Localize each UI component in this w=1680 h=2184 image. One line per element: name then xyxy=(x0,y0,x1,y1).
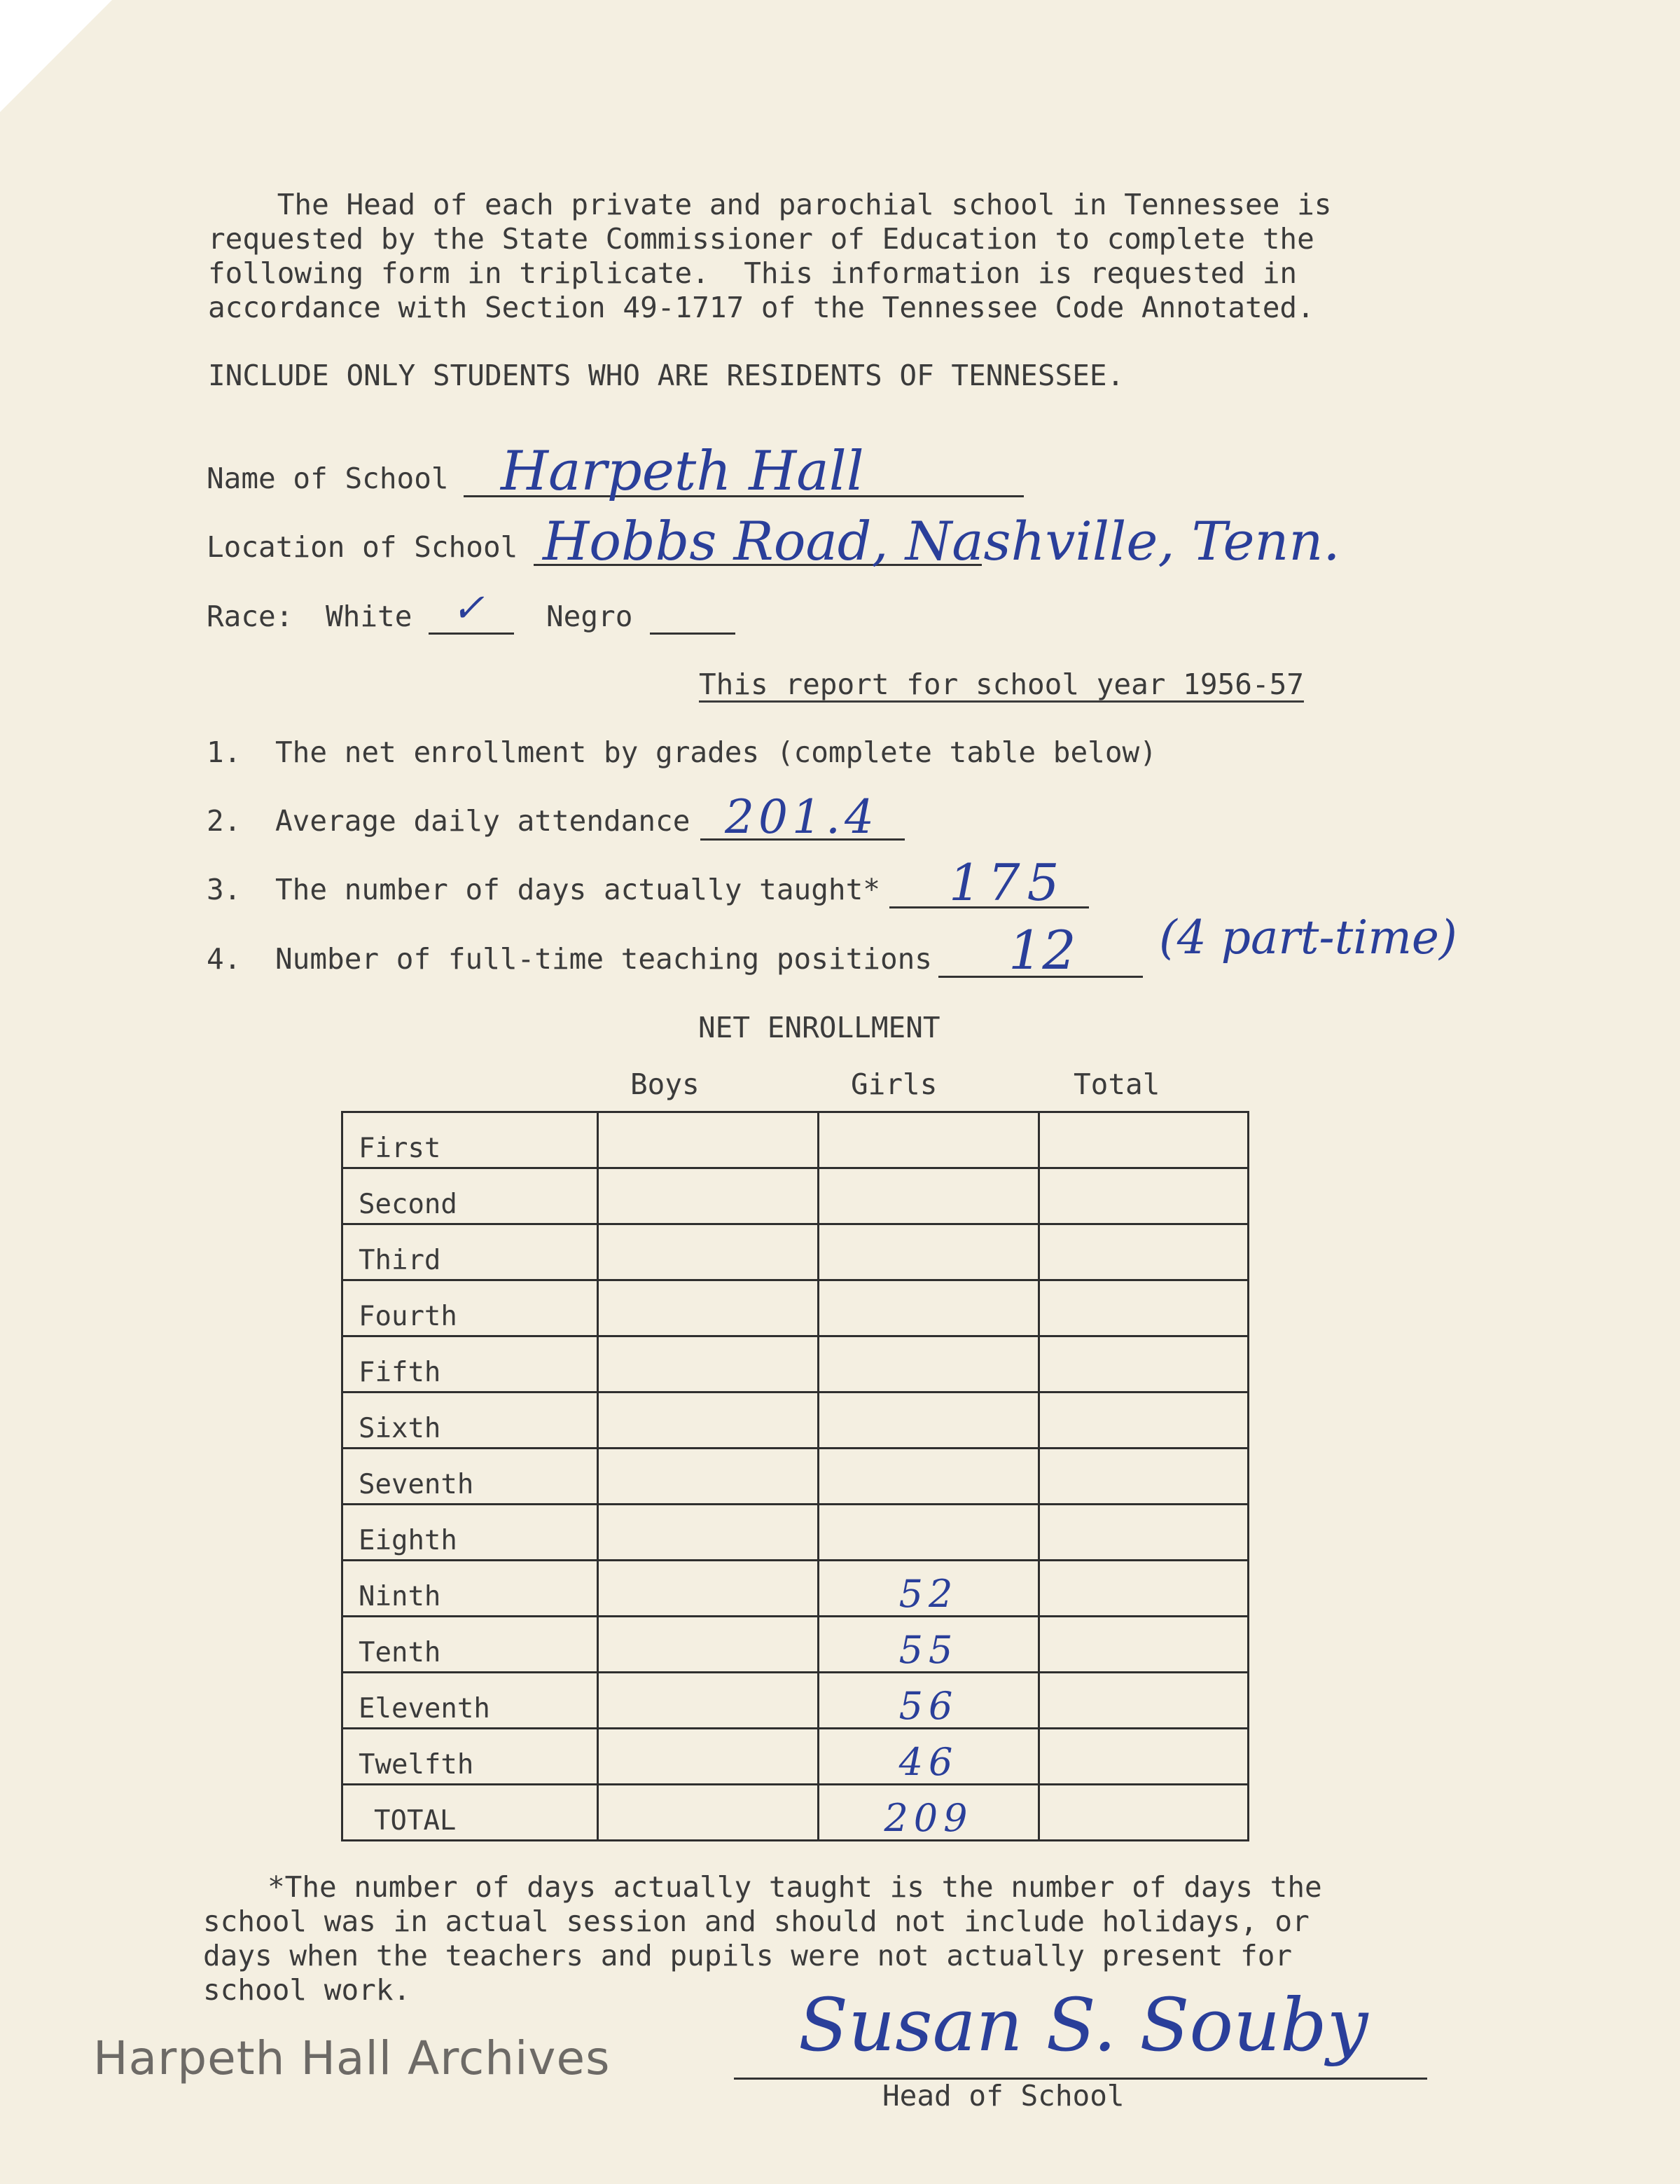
item-4-number: 4. xyxy=(207,942,242,976)
intro-line-4: accordance with Section 49-1717 of the Tennessee Code Annotated. xyxy=(208,291,1314,324)
footnote-line-2: school was in actual session and should not include holidays, or xyxy=(203,1905,1310,1938)
part-time-note: (4 part-time) xyxy=(1159,911,1457,965)
grade-label: Sixth xyxy=(342,1392,598,1449)
girls-cell xyxy=(819,1505,1039,1561)
grade-label: Fifth xyxy=(342,1336,598,1392)
include-note: INCLUDE ONLY STUDENTS WHO ARE RESIDENTS OF TENNESSEE. xyxy=(208,359,1125,392)
negro-line xyxy=(650,633,735,635)
total-cell xyxy=(1039,1336,1249,1392)
boys-cell xyxy=(598,1168,819,1224)
girls-cell xyxy=(819,1168,1039,1224)
table-row xyxy=(342,1505,1249,1561)
table-row xyxy=(342,1112,1249,1168)
grade-label: Ninth xyxy=(342,1561,598,1617)
girls-cell xyxy=(819,1280,1039,1336)
boys-cell xyxy=(598,1561,819,1617)
location-value: Hobbs Road, Nashville, Tenn. xyxy=(543,510,1340,572)
total-cell xyxy=(1039,1224,1249,1280)
boys-cell xyxy=(598,1673,819,1729)
grade-label: Fourth xyxy=(342,1280,598,1336)
girls-cell: 52 xyxy=(819,1561,1039,1617)
girls-cell xyxy=(819,1112,1039,1168)
boys-cell xyxy=(598,1729,819,1785)
signature-title: Head of School xyxy=(882,2079,1125,2113)
negro-label: Negro xyxy=(546,600,633,633)
girls-cell: 209 xyxy=(819,1785,1039,1841)
grade-label: Tenth xyxy=(342,1617,598,1673)
table-row xyxy=(342,1561,1249,1617)
item-3-number: 3. xyxy=(207,873,242,906)
total-cell xyxy=(1039,1112,1249,1168)
boys-cell xyxy=(598,1617,819,1673)
table-title: NET ENROLLMENT xyxy=(698,1011,940,1044)
boys-cell xyxy=(598,1280,819,1336)
table-row xyxy=(342,1168,1249,1224)
report-year: This report for school year 1956-57 xyxy=(699,668,1304,701)
total-cell xyxy=(1039,1505,1249,1561)
item-4-label: Number of full-time teaching positions xyxy=(275,942,932,976)
total-cell xyxy=(1039,1280,1249,1336)
torn-corner xyxy=(0,0,112,112)
table-row xyxy=(342,1729,1249,1785)
grade-label: Third xyxy=(342,1224,598,1280)
footnote-line-4: school work. xyxy=(203,1973,411,2007)
table-row xyxy=(342,1392,1249,1449)
total-cell xyxy=(1039,1729,1249,1785)
girls-cell: 55 xyxy=(819,1617,1039,1673)
item-2-label: Average daily attendance xyxy=(275,804,690,838)
attendance-value: 201.4 xyxy=(725,790,878,844)
table-row-total xyxy=(342,1785,1249,1841)
total-cell xyxy=(1039,1673,1249,1729)
table-row xyxy=(342,1336,1249,1392)
table-row xyxy=(342,1280,1249,1336)
total-cell xyxy=(1039,1449,1249,1505)
girls-cell: 56 xyxy=(819,1673,1039,1729)
grade-label: First xyxy=(342,1112,598,1168)
item-1-label: The net enrollment by grades (complete table below) xyxy=(275,735,1157,769)
teaching-positions-value: 12 xyxy=(1008,919,1076,981)
boys-cell xyxy=(598,1224,819,1280)
grade-label: Eleventh xyxy=(342,1673,598,1729)
girls-cell xyxy=(819,1392,1039,1449)
footnote-line-3: days when the teachers and pupils were not actually present for xyxy=(203,1939,1293,1972)
school-name-value: Harpeth Hall xyxy=(501,440,864,503)
item-2-number: 2. xyxy=(207,804,242,838)
grade-label: Twelfth xyxy=(342,1729,598,1785)
boys-cell xyxy=(598,1785,819,1841)
grade-label: Seventh xyxy=(342,1449,598,1505)
column-header-boys: Boys xyxy=(630,1067,700,1101)
girls-cell xyxy=(819,1449,1039,1505)
item-3-label: The number of days actually taught* xyxy=(275,873,880,906)
intro-line-3: following form in triplicate. This information is requested in xyxy=(208,256,1298,290)
table-row xyxy=(342,1617,1249,1673)
white-label: White xyxy=(326,600,412,633)
girls-cell xyxy=(819,1336,1039,1392)
girls-cell: 46 xyxy=(819,1729,1039,1785)
net-enrollment-table xyxy=(341,1111,1249,1841)
boys-cell xyxy=(598,1336,819,1392)
table-row xyxy=(342,1224,1249,1280)
archives-watermark: Harpeth Hall Archives xyxy=(93,2031,611,2085)
table-row xyxy=(342,1449,1249,1505)
boys-cell xyxy=(598,1505,819,1561)
total-cell xyxy=(1039,1617,1249,1673)
school-name-label: Name of School xyxy=(207,462,449,495)
location-label: Location of School xyxy=(207,530,518,564)
signature: Susan S. Souby xyxy=(798,1982,1368,2068)
total-cell xyxy=(1039,1561,1249,1617)
column-header-girls: Girls xyxy=(851,1067,938,1101)
intro-line-2: requested by the State Commissioner of Education to complete the xyxy=(208,222,1314,256)
table-row xyxy=(342,1673,1249,1729)
total-cell xyxy=(1039,1392,1249,1449)
footnote-line-1: *The number of days actually taught is the number of days the xyxy=(268,1870,1322,1904)
item-1-number: 1. xyxy=(207,735,242,769)
boys-cell xyxy=(598,1449,819,1505)
white-checkmark: ✓ xyxy=(452,586,485,631)
days-taught-value: 175 xyxy=(949,853,1067,912)
grade-label: Second xyxy=(342,1168,598,1224)
intro-line-1: The Head of each private and parochial school in Tennessee is xyxy=(208,188,1332,221)
race-label: Race: xyxy=(207,600,293,633)
white-line xyxy=(429,633,514,635)
grade-label: Eighth xyxy=(342,1505,598,1561)
total-cell xyxy=(1039,1168,1249,1224)
total-cell xyxy=(1039,1785,1249,1841)
boys-cell xyxy=(598,1112,819,1168)
column-header-total: Total xyxy=(1074,1067,1160,1101)
girls-cell xyxy=(819,1224,1039,1280)
grade-label: TOTAL xyxy=(342,1785,598,1841)
boys-cell xyxy=(598,1392,819,1449)
